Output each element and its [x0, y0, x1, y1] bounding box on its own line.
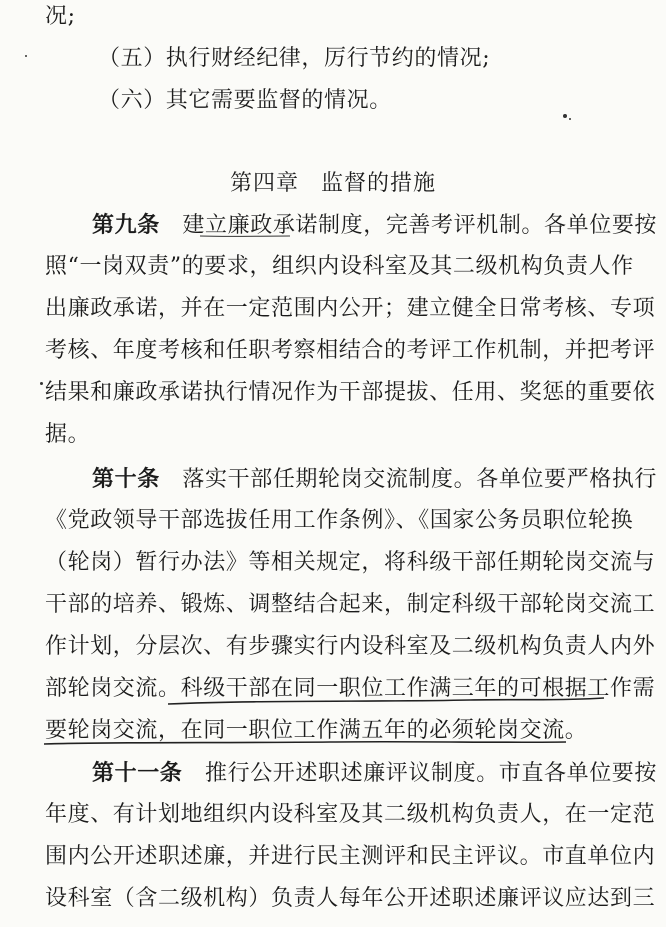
chapter-number: 第四章	[229, 171, 299, 196]
article-ten-first-line	[92, 464, 666, 495]
text-line: 据。	[45, 422, 91, 447]
text-line: 出廉政承诺，并在一定范围内公开；建立健全日常考核、专项	[45, 296, 656, 321]
text-line-underlined: 要轮岗交流，在同一职位工作满五年的必须轮岗交流。	[45, 718, 588, 743]
article-ten-text: 落实干部任期轮岗交流制度。各单位要严格执行	[159, 467, 658, 492]
chapter-heading	[0, 169, 666, 199]
text-line: 围内公开述职述廉，并进行民主测评和民主评议。市直单位内	[45, 844, 656, 869]
article-eleven-label: 第十一条	[92, 760, 183, 786]
text-line: 考核、年度考核和任职考察相结合的考评工作机制，并把考评	[45, 338, 656, 363]
list-item-five: （五）执行财经纪律，厉行节约的情况;	[98, 46, 491, 71]
article-nine-text: 建立廉政承诺制度，完善考评机制。各单位要按	[159, 213, 658, 238]
text-line: 结果和廉政承诺执行情况作为干部提拔、任用、奖惩的重要依	[45, 380, 656, 405]
text-line: 《党政领导干部选拔任用工作条例》、《国家公务员职位轮换	[45, 508, 634, 533]
scan-speck	[25, 55, 27, 57]
text-line: （轮岗）暂行办法》等相关规定，将科级干部任期轮岗交流与	[45, 550, 656, 575]
text-line-underlined: 部轮岗交流。科级干部在同一职位工作满三年的可根据工作需	[45, 676, 656, 701]
article-eleven-text: 推行公开述职述廉评议制度。市直各单位要按	[182, 761, 658, 786]
article-ten-label: 第十条	[92, 466, 160, 492]
text-line: 年度、有计划地组织内设科室及其二级机构负责人，在一定范	[45, 802, 656, 827]
article-nine-label: 第九条	[92, 212, 160, 238]
scan-speck	[569, 118, 571, 120]
chapter-title: 监督的措施	[321, 171, 437, 196]
article-nine-first-line	[92, 210, 666, 241]
article-eleven-first-line	[92, 758, 666, 789]
text-line: 况;	[45, 4, 76, 29]
text-line: 设科室（含二级机构）负责人每年公开述职述廉评议应达到三	[45, 886, 656, 911]
scan-speck	[563, 114, 567, 118]
text-line: 照“一岗双责”的要求，组织内设科室及其二级机构负责人作	[45, 254, 634, 279]
scan-speck	[40, 382, 43, 385]
list-item-six: （六）其它需要监督的情况。	[98, 88, 392, 113]
text-line: 作计划，分层次、有步骤实行内设科室及二级机构负责人内外	[45, 634, 656, 659]
text-line: 干部的培养、锻炼、调整结合起来，制定科级干部轮岗交流工	[45, 592, 656, 617]
